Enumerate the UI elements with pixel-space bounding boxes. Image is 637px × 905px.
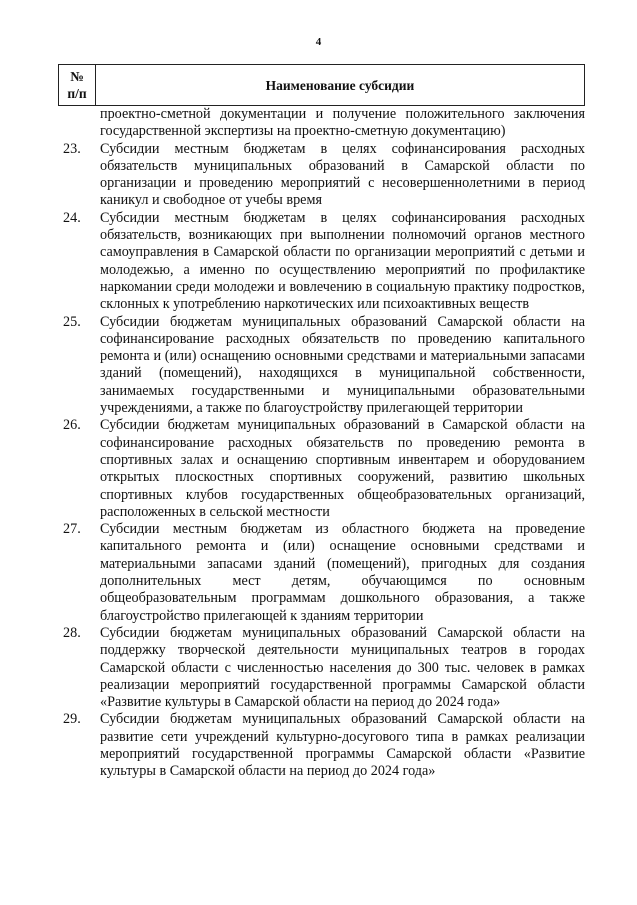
continuation-row <box>60 106 585 141</box>
subsidy-row-23 <box>60 141 585 210</box>
subsidy-row-25 <box>60 314 585 418</box>
subsidy-row-text: Субсидии местным бюджетам из областного бюджета на проведение капитального ремонта и (или) оснащение основными средствами и материальными запасами зданий (помещений), пригодных для создания дополнительных мест детям, обучающимся по основным общеобразовательным программам дошкольного образования, а также благоустройство прилегающей к зданиям территории <box>100 521 585 624</box>
page-number: 4 <box>315 36 322 48</box>
continuation-number-cell <box>60 106 100 141</box>
subsidy-row-number: 25. <box>63 313 81 330</box>
column-header-number-line2: п/п <box>67 86 87 101</box>
subsidy-list <box>60 106 585 781</box>
column-header-number-line1: № <box>70 69 84 84</box>
subsidy-row-number: 29. <box>63 711 81 728</box>
subsidy-row-text: Субсидии местным бюджетам в целях софинансирования расходных обязательств муниципальных образований в Самарской области по организации и проведению мероприятий с несовершеннолетними в период каникул и свободное от учебы время <box>100 140 585 209</box>
subsidy-row-number: 28. <box>63 624 81 641</box>
table-header-row <box>59 65 585 106</box>
subsidy-row-number: 27. <box>63 521 81 538</box>
subsidy-row-text: Субсидии бюджетам муниципальных образований Самарской области на софинансирование расходных обязательств по проведению капитального ремонта и (или) оснащению основными средствами и материальными запасами зданий (помещений), находящихся в муниципальной собственности, занимаемых государственными и муниципальными образовательными учреждениями, а также по благоустройству прилегающей территории <box>100 313 585 417</box>
column-header-number <box>59 65 96 106</box>
subsidy-row-29 <box>60 711 585 780</box>
column-header-subsidy-name: Наименование субсидии <box>96 65 585 106</box>
subsidy-row-text: Субсидии бюджетам муниципальных образований Самарской области на развитие сети учреждений культурно-досугового типа в рамках реализации мероприятий государственной программы Самарской области «Развитие культуры в Самарской области на период до 2024 года» <box>100 711 585 780</box>
subsidy-row-24 <box>60 210 585 314</box>
continuation-text: проектно-сметной документации и получение положительного заключения государственной экспертизы на проектно-сметную документацию) <box>100 106 585 140</box>
subsidy-row-number: 24. <box>63 209 81 226</box>
subsidy-row-text: Субсидии бюджетам муниципальных образований Самарской области на поддержку творческой деятельности муниципальных театров в городах Самарской области с численностью населения до 300 тыс. человек в рамках реализации мероприятий государственной программы Самарской области «Развитие культуры в Самарской области на период до 2024 года» <box>100 624 585 711</box>
subsidy-row-text: Субсидии местным бюджетам в целях софинансирования расходных обязательств, возникающих при выполнении полномочий органов местного самоуправления в Самарской области по организации мероприятий с детьми и молодежью, а именно по осуществлению мероприятий по профилактике наркомании среди молодежи и вовлечению в социальную практику подростков, склонных к употреблению наркотических или психоактивных веществ <box>100 209 585 313</box>
subsidy-row-27 <box>60 521 585 625</box>
subsidy-row-26 <box>60 417 585 521</box>
subsidy-row-28 <box>60 625 585 711</box>
subsidy-row-number: 23. <box>63 140 81 157</box>
subsidy-table-header <box>58 64 585 106</box>
subsidy-row-number: 26. <box>63 417 81 434</box>
subsidy-row-text: Субсидии бюджетам муниципальных образований в Самарской области на софинансирование расходных обязательств по проведению ремонта в спортивных залах и оснащению спортивным инвентарем и оборудованием открытых плоскостных спортивных сооружений, развитию школьных спортивных клубов государственных общеобразовательных организаций, расположенных в сельской местности <box>100 417 585 520</box>
